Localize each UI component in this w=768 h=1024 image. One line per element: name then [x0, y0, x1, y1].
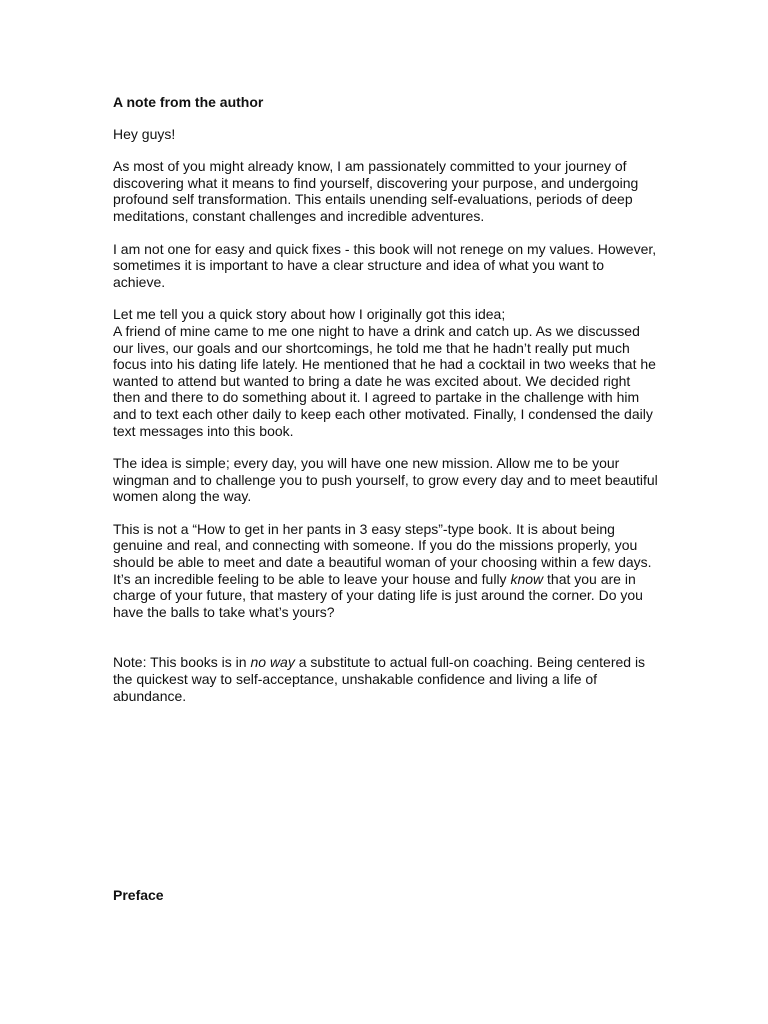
note-emphasis: no way [250, 654, 295, 671]
paragraph-4: The idea is simple; every day, you will have one new mission. Allow me to be your wingman and to challenge you to push yourself, to grow every day and to meet beautiful women along the way. [113, 455, 658, 505]
paragraph-3-rest: A friend of mine came to me one night to have a drink and catch up. As we discussed our lives, our goals and our shortcomings, he told me that he hadn’t really put much focus into his dating life lately. He mentioned that he had a cocktail in two weeks that he wanted to attend but wanted to bring a date he was excited about. We decided right then and there to do something about it. I agreed to partake in the challenge with him and to text each other daily to keep each other motivated. Finally, I condensed the daily text messages into this book. [113, 322, 656, 439]
note-part-a: Note: This books is in [113, 654, 251, 671]
paragraph-1: As most of you might already know, I am passionately committed to your journey of discovering what it means to find yourself, discovering your purpose, and undergoing profound self transformation. This entails unending self-evaluations, periods of deep meditations, constant challenges and incredible adventures. [113, 158, 639, 224]
note-part-b: a substitute to actual full-on coaching. Being centered is the quickest way to self-acceptance, unshakable confidence and living a life of abundance. [113, 654, 646, 704]
paragraph-5-emphasis: know [510, 570, 544, 587]
paragraph-2: I am not one for easy and quick fixes - this book will not renege on my values. However, sometimes it is important to have a clear structure and idea of what you want to achieve. [113, 240, 657, 290]
paragraph-5-part-a: This is not a “How to get in her pants in 3 easy steps”-type book. It is about being genuine and real, and connecting with someone. If you do the missions properly, you should be able to meet and date a beautiful woman of your choosing within a few days. It’s an incredible feeling to be able to leave your house and fully [113, 520, 652, 587]
document-body [113, 94, 658, 720]
paragraph-5-part-b: that you are in charge of your future, that mastery of your dating life is just around the corner. Do you have the balls to take what’s yours? [113, 570, 643, 620]
note-paragraph [113, 654, 658, 704]
paragraph-5 [113, 521, 658, 621]
paragraph-3-line-1: Let me tell you a quick story about how I originally got this idea; [113, 306, 506, 323]
section-heading: A note from the author [113, 94, 264, 110]
greeting-paragraph: Hey guys! [113, 125, 176, 142]
preface-heading: Preface [113, 887, 164, 903]
paragraph-3 [113, 306, 658, 439]
